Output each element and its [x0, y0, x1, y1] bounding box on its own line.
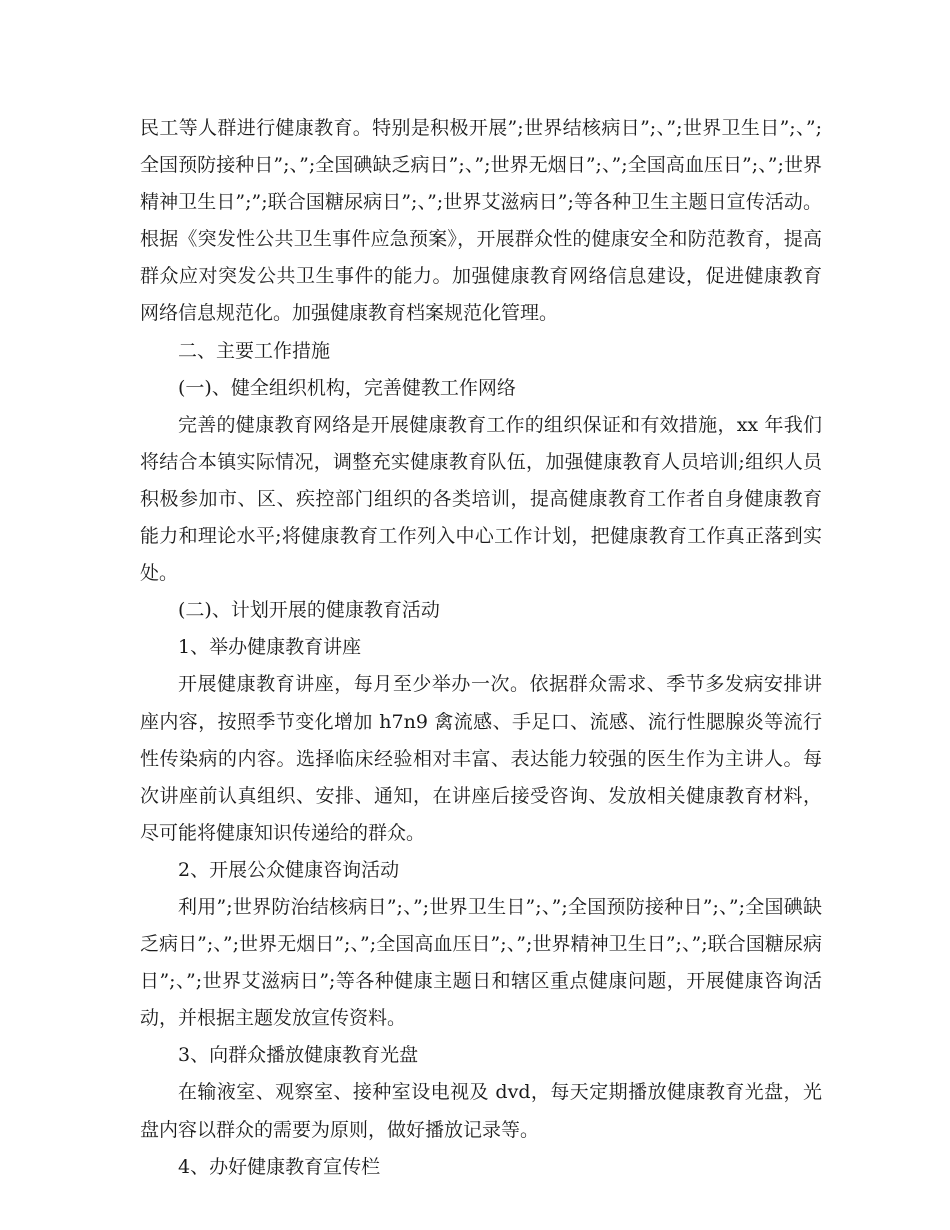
- item-heading-consultation: 2、开展公众健康咨询活动: [178, 858, 400, 881]
- item-heading-lectures: 1、举办健康教育讲座: [178, 636, 362, 659]
- document-body: [140, 110, 822, 1186]
- paragraph-consultation: 利用”;世界防治结核病日”;、”;世界卫生日”;、”;全国预防接种日”;、”;全国碘缺乏病日”;、”;世界无烟日”;、”;全国高血压日”;、”;世界精神卫生日”;、”;联合国糖尿病日”;、”;世界艾滋病日”;等各种健康主题日和辖区重点健康问题，开展健康咨询活动，并根据主题发放宣传资料。: [140, 895, 822, 1030]
- paragraph-lectures: 开展健康教育讲座，每月至少举办一次。依据群众需求、季节多发病安排讲座内容，按照季节变化增加 h7n9 禽流感、手足口、流感、流行性腮腺炎等流行性传染病的内容。选择临床经验相对丰富、表达能力较强的医生作为主讲人。每次讲座前认真组织、安排、通知，在讲座后接受咨询、发放相关健康教育材料，尽可能将健康知识传递给的群众。: [140, 673, 822, 844]
- section-heading-main-measures: 二、主要工作措施: [178, 339, 331, 362]
- subsection-heading-organization: (一)、健全组织机构，完善健教工作网络: [178, 376, 516, 399]
- paragraph-network: 完善的健康教育网络是开展健康教育工作的组织保证和有效措施，xx 年我们将结合本镇实际情况，调整充实健康教育队伍，加强健康教育人员培训;组织人员积极参加市、区、疾控部门组织的各类培训，提高健康教育工作者自身健康教育能力和理论水平;将健康教育工作列入中心工作计划，把健康教育工作真正落到实处。: [140, 413, 822, 585]
- item-heading-bulletin-board: 4、办好健康教育宣传栏: [178, 1155, 381, 1178]
- item-heading-dvd: 3、向群众播放健康教育光盘: [178, 1044, 419, 1067]
- paragraph-health-days-intro: 民工等人群进行健康教育。特别是积极开展”;世界结核病日”;、”;世界卫生日”;、”;全国预防接种日”;、”;全国碘缺乏病日”;、”;世界无烟日”;、”;全国高血压日”;、”;世界精神卫生日”;”;联合国糖尿病日”;、”;世界艾滋病日”;等各种卫生主题日宣传活动。根据《突发性公共卫生事件应急预案》，开展群众性的健康安全和防范教育，提高群众应对突发公共卫生事件的能力。加强健康教育网络信息建设，促进健康教育网络信息规范化。加强健康教育档案规范化管理。: [140, 117, 822, 325]
- subsection-heading-activities: (二)、计划开展的健康教育活动: [178, 599, 440, 622]
- paragraph-dvd: 在输液室、观察室、接种室设电视及 dvd，每天定期播放健康教育光盘，光盘内容以群众的需要为原则，做好播放记录等。: [140, 1081, 822, 1141]
